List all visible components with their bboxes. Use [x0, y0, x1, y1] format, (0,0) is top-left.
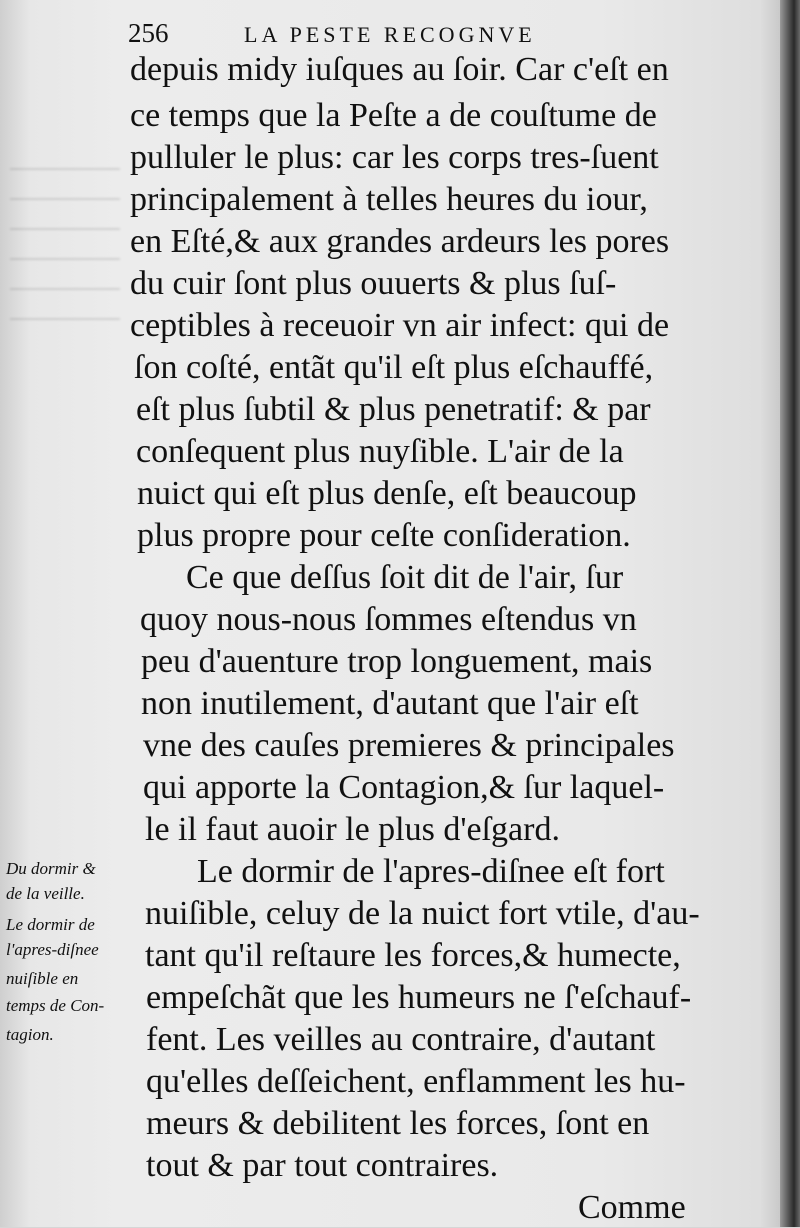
text-line: pulluler le plus: car les corps tres-ſuent: [130, 139, 659, 176]
catchword: Comme: [578, 1189, 686, 1226]
text-line: depuis midy iuſques au ſoir. Car c'eſt en: [130, 51, 669, 88]
text-line: ce temps que la Peſte a de couſtume de: [130, 97, 657, 134]
text-line: qui apporte la Contagion,& ſur laquel-: [143, 769, 665, 806]
margin-note-line: Le dormir de: [6, 915, 95, 934]
text-line: ceptibles à receuoir vn air infect: qui de: [130, 307, 670, 344]
text-line: peu d'auenture trop longuement, mais: [141, 643, 653, 680]
running-title: LA PESTE RECOGNVE: [244, 22, 536, 47]
margin-note-line: nuiſible en: [6, 969, 79, 988]
text-line: qu'elles deſſeichent, enflamment les hu-: [146, 1063, 686, 1100]
text-line: empeſchãt que les humeurs ne ſ'eſchauf-: [146, 979, 692, 1016]
text-line: quoy nous-nous ſommes eſtendus vn: [140, 601, 637, 638]
margin-note-line: l'apres-diſnee: [6, 940, 99, 959]
text-line: principalement à telles heures du iour,: [130, 181, 648, 218]
text-line: vne des cauſes premieres & principales: [143, 727, 675, 764]
margin-note-line: Du dormir &: [6, 859, 96, 878]
text-line: Le dormir de l'apres-diſnee eſt fort: [197, 853, 665, 890]
text-line: tant qu'il reſtaure les forces,& humecte,: [145, 937, 681, 974]
text-line: fent. Les veilles au contraire, d'autant: [146, 1021, 656, 1058]
text-line: tout & par tout contraires.: [146, 1147, 499, 1184]
margin-note-line: de la veille.: [6, 884, 85, 903]
text-line: plus propre pour ceſte conſideration.: [137, 517, 631, 554]
text-line: du cuir ſont plus ouuerts & plus ſuſ-: [130, 265, 617, 302]
text-line: eſt plus ſubtil & plus penetratif: & par: [136, 391, 651, 428]
text-line: non inutilement, d'autant que l'air eſt: [141, 685, 639, 722]
text-line: nuict qui eſt plus denſe, eſt beaucoup: [137, 475, 637, 512]
margin-note-line: temps de Con-: [6, 996, 105, 1015]
text-line: en Eſté,& aux grandes ardeurs les pores: [130, 223, 670, 260]
text-line: ſon coſté, entãt qu'il eſt plus eſchauffé,: [134, 349, 654, 386]
text-line: conſequent plus nuyſible. L'air de la: [136, 433, 624, 470]
text-line: meurs & debilitent les forces, ſont en: [146, 1105, 650, 1142]
text-line: Ce que deſſus ſoit dit de l'air, ſur: [186, 559, 624, 596]
book-binding: [780, 0, 800, 1227]
text-line: nuiſible, celuy de la nuict fort vtile, d'au-: [145, 895, 700, 932]
text-line: le il faut auoir le plus d'eſgard.: [145, 811, 560, 848]
margin-note-line: tagion.: [6, 1025, 54, 1044]
page-number: 256: [128, 18, 169, 48]
